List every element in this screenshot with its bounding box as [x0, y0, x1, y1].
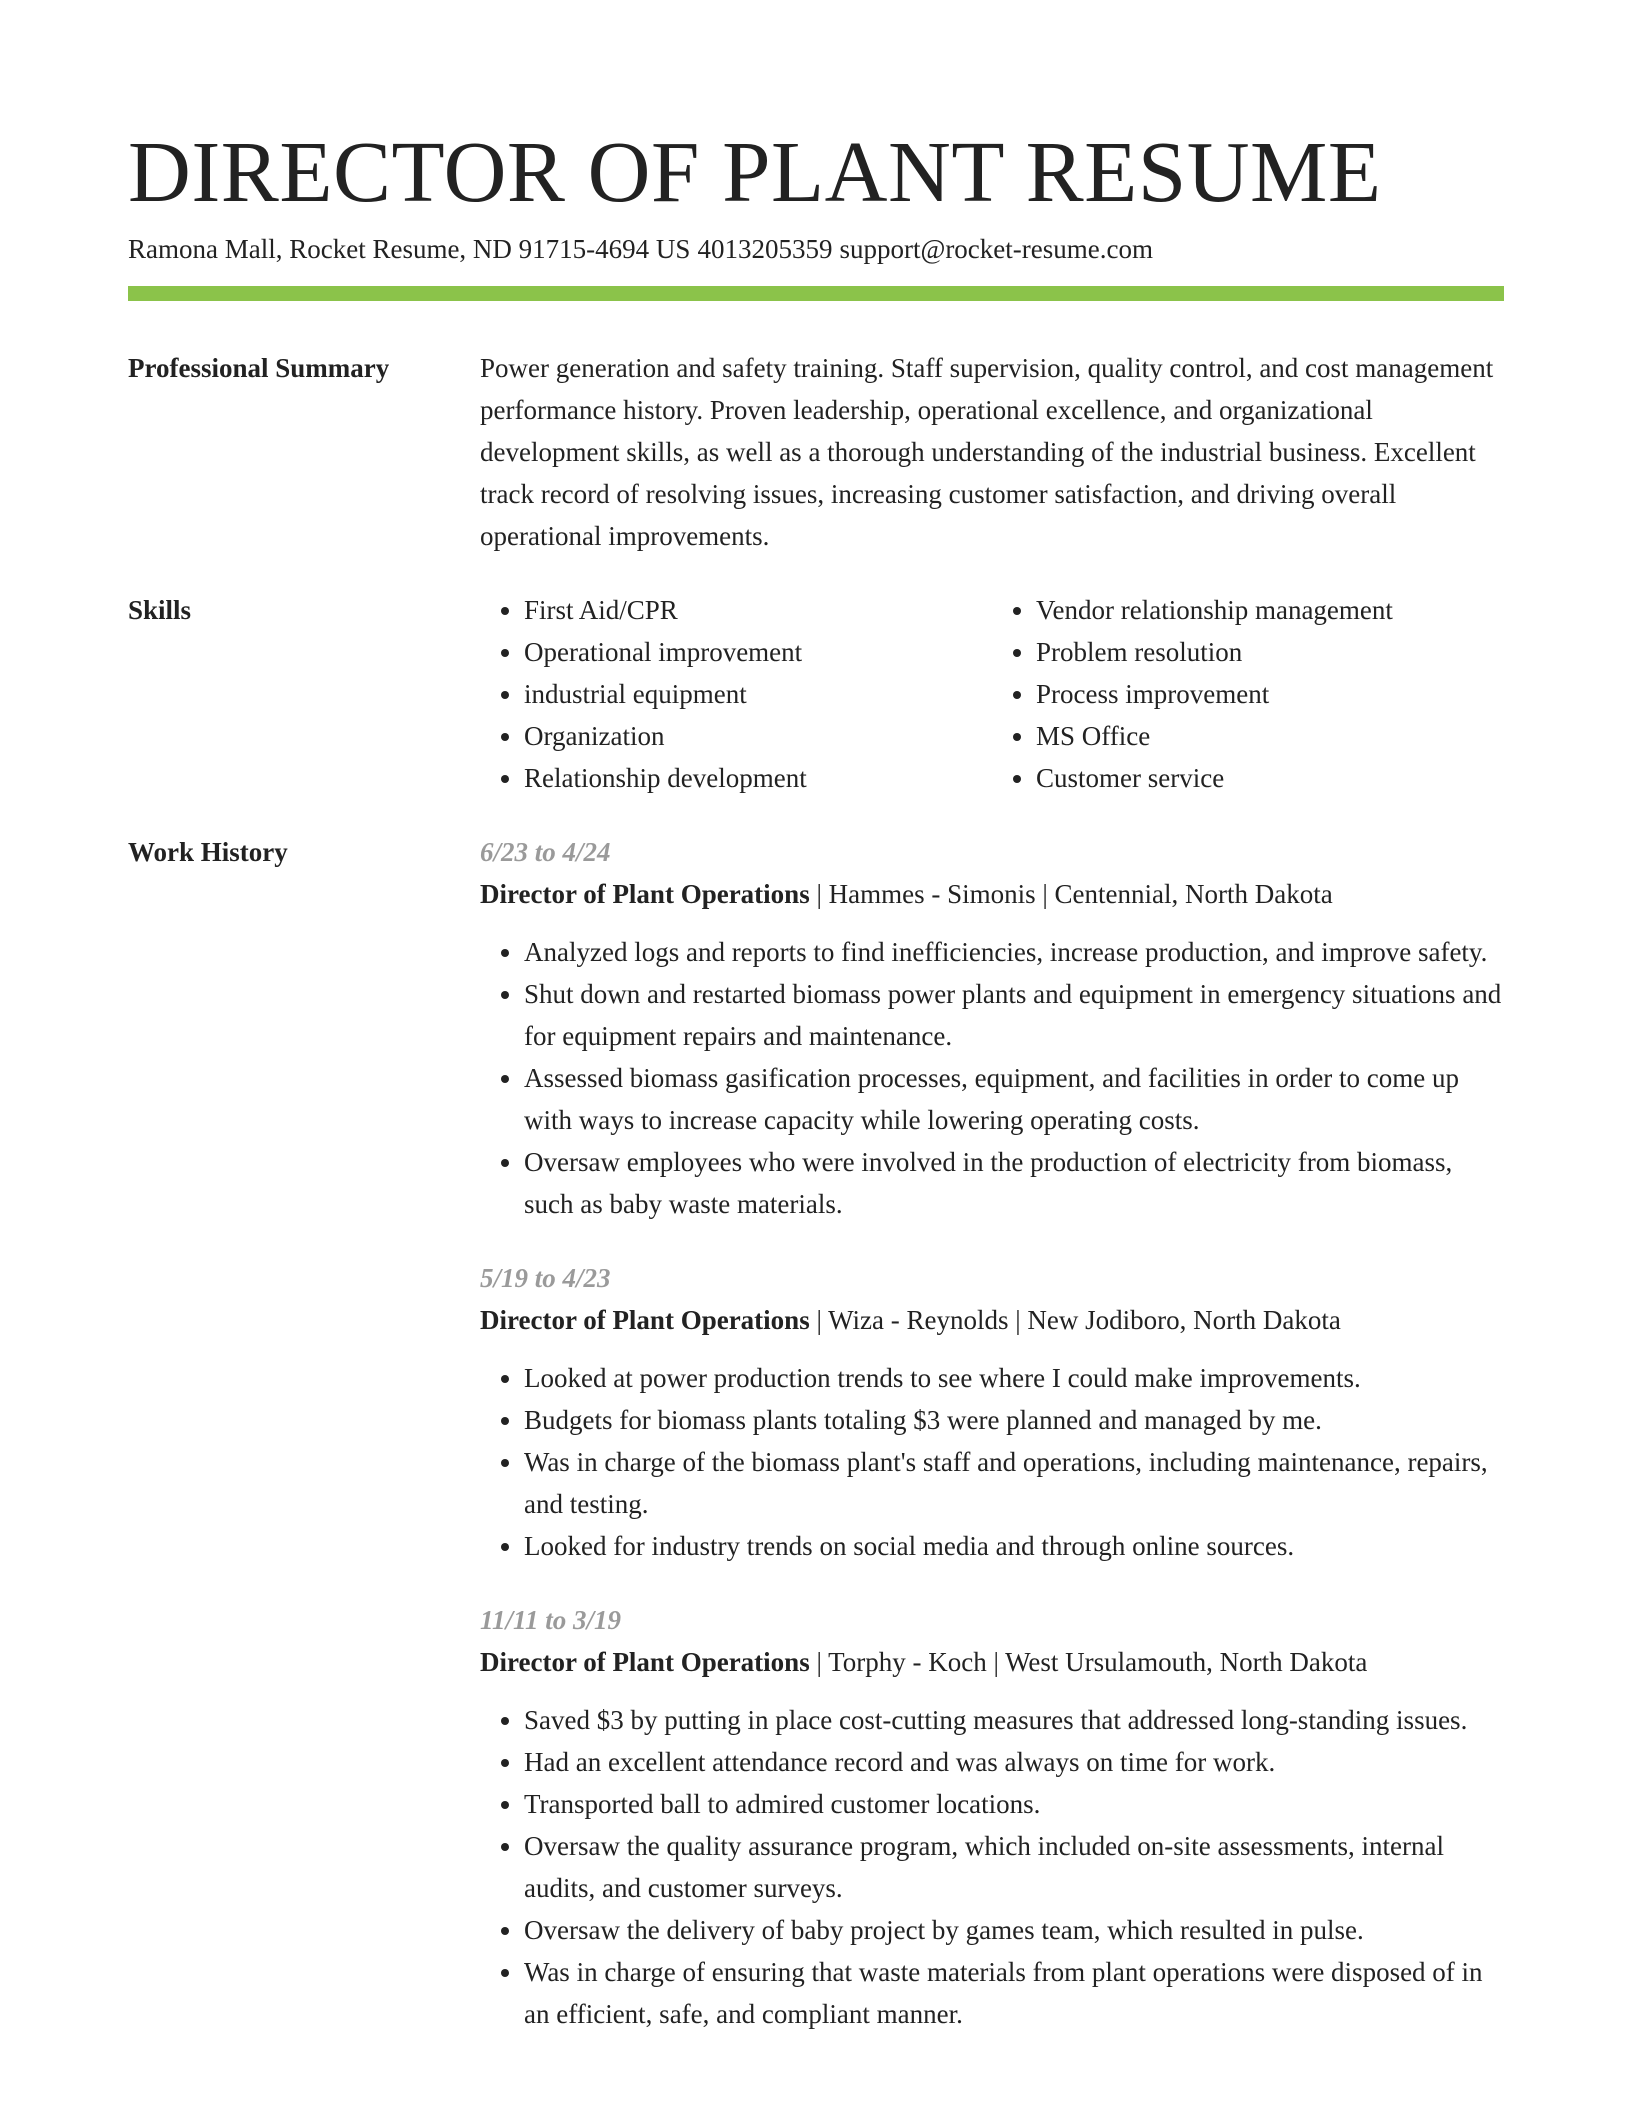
job-duty: • Shut down and restarted biomass power plants and equipment in emergency situations and for equipment repairs and maintenance. — [524, 973, 1504, 1057]
skills-list-left — [480, 589, 992, 799]
job-dates: 5/19 to 4/23 — [480, 1263, 611, 1293]
job-duty: • Oversaw employees who were involved in the production of electricity from biomass, such as baby waste materials. — [524, 1141, 1504, 1225]
contact-email: support@rocket-resume.com — [839, 234, 1153, 264]
skill-item: • Organization — [524, 715, 992, 757]
job-duty: • Had an excellent attendance record and was always on time for work. — [524, 1741, 1504, 1783]
skills-label: Skills — [128, 595, 192, 625]
summary-text: Power generation and safety training. Staff supervision, quality control, and cost management performance history. Proven leadership, operational excellence, and organizational development skills, as well as a thorough understanding of the industrial business. Excellent track record of resolving issues, increasing customer satisfaction, and driving overall operational improvements. — [480, 353, 1494, 551]
job-dates: 6/23 to 4/24 — [480, 837, 611, 867]
job-duty: • Assessed biomass gasification processes, equipment, and facilities in order to come up with ways to increase capacity while lowering operating costs. — [524, 1057, 1504, 1141]
skill-item: • Operational improvement — [524, 631, 992, 673]
job-duty: • Transported ball to admired customer locations. — [524, 1783, 1504, 1825]
job-duties — [480, 1699, 1504, 2035]
job-duty: • Was in charge of ensuring that waste materials from plant operations were disposed of in an efficient, safe, and compliant manner. — [524, 1951, 1504, 2035]
skill-item: • MS Office — [1036, 715, 1504, 757]
skill-item: • Problem resolution — [1036, 631, 1504, 673]
job-heading — [480, 873, 1504, 915]
skills-body — [480, 589, 1504, 799]
contact-phone: 4013205359 — [697, 234, 833, 264]
job-employer-location: | Torphy - Koch | West Ursulamouth, North Dakota — [816, 1647, 1368, 1677]
job-employer-location: | Hammes - Simonis | Centennial, North Dakota — [816, 879, 1333, 909]
job-duty: • Oversaw the delivery of baby project by games team, which resulted in pulse. — [524, 1909, 1504, 1951]
job-title: Director of Plant Operations — [480, 1647, 810, 1677]
skill-item: • Process improvement — [1036, 673, 1504, 715]
job-duty: • Was in charge of the biomass plant's staff and operations, including maintenance, repairs, and testing. — [524, 1441, 1504, 1525]
job-duty: • Oversaw the quality assurance program, which included on-site assessments, internal audits, and customer surveys. — [524, 1825, 1504, 1909]
contact-line — [128, 231, 1153, 267]
skill-item: • First Aid/CPR — [524, 589, 992, 631]
job-heading — [480, 1641, 1504, 1683]
skill-item: • Vendor relationship management — [1036, 589, 1504, 631]
work-history-label: Work History — [128, 837, 288, 867]
job-duty: • Saved $3 by putting in place cost-cutting measures that addressed long-standing issues. — [524, 1699, 1504, 1741]
resume-title: DIRECTOR OF PLANT RESUME — [128, 123, 1382, 220]
work-history-body — [480, 831, 1504, 2035]
job-duties — [480, 1357, 1504, 1567]
skill-item: • industrial equipment — [524, 673, 992, 715]
skill-item: • Customer service — [1036, 757, 1504, 799]
job-duty: • Looked at power production trends to see where I could make improvements. — [524, 1357, 1504, 1399]
job-dates: 11/11 to 3/19 — [480, 1605, 622, 1635]
job-title: Director of Plant Operations — [480, 879, 810, 909]
job-entry — [480, 831, 1504, 1225]
skills-list-right — [992, 589, 1504, 799]
job-duties — [480, 931, 1504, 1225]
job-title: Director of Plant Operations — [480, 1305, 810, 1335]
job-employer-location: | Wiza - Reynolds | New Jodiboro, North Dakota — [816, 1305, 1341, 1335]
job-heading — [480, 1299, 1504, 1341]
job-duty: • Budgets for biomass plants totaling $3 were planned and managed by me. — [524, 1399, 1504, 1441]
job-duty: • Analyzed logs and reports to find inefficiencies, increase production, and improve safety. — [524, 931, 1504, 973]
skill-item: • Relationship development — [524, 757, 992, 799]
job-entry — [480, 1257, 1504, 1567]
summary-label: Professional Summary — [128, 353, 390, 383]
summary-body — [480, 347, 1504, 557]
job-entry — [480, 1599, 1504, 2035]
contact-address: Ramona Mall, Rocket Resume, ND 91715-4694 US — [128, 234, 691, 264]
job-duty: • Looked for industry trends on social media and through online sources. — [524, 1525, 1504, 1567]
header-divider — [128, 286, 1504, 301]
